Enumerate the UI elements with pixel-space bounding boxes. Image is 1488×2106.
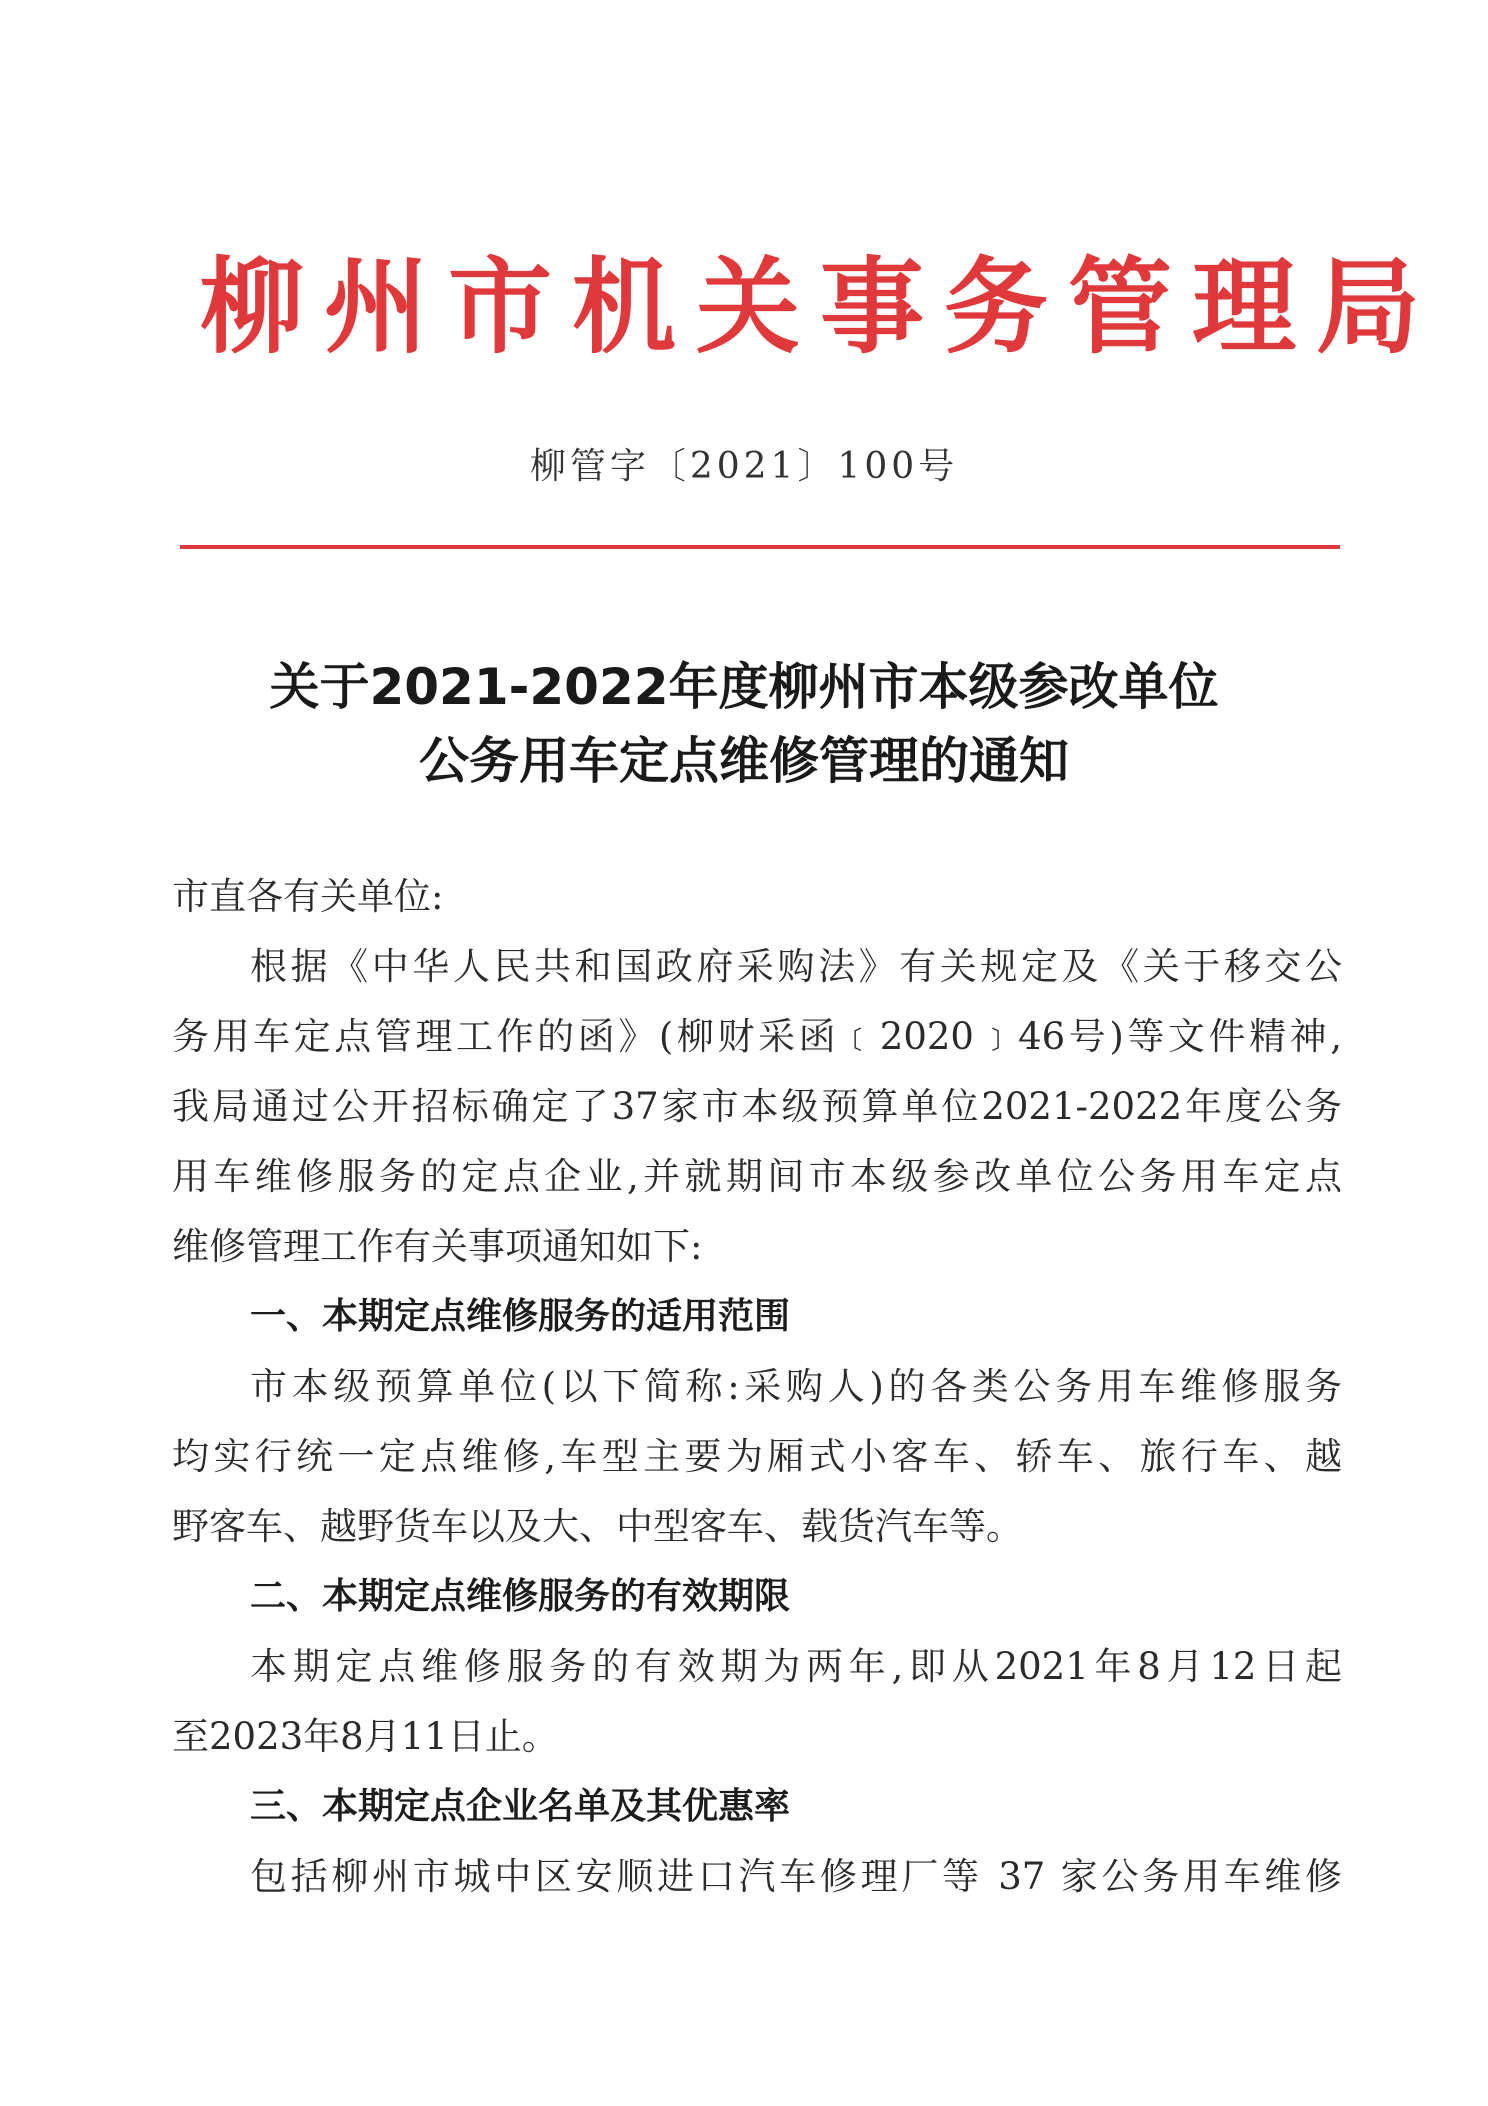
intro-line: 我局通过公开招标确定了37家市本级预算单位2021-2022年度公务 (172, 1085, 1342, 1128)
section-heading-validity: 二、本期定点维修服务的有效期限 (250, 1576, 791, 1617)
document-title-line-2: 公务用车定点维修管理的通知 (419, 732, 1069, 790)
section-line: 均实行统一定点维修,车型主要为厢式小客车、轿车、旅行车、越 (172, 1435, 1342, 1478)
document-title (150, 650, 1338, 798)
salutation: 市直各有关单位: (172, 875, 444, 918)
section-line: 至2023年8月11日止。 (172, 1715, 559, 1758)
section-heading-scope: 一、本期定点维修服务的适用范围 (250, 1296, 791, 1337)
red-divider-line (180, 545, 1340, 549)
intro-line: 维修管理工作有关事项通知如下: (172, 1225, 703, 1268)
section-heading-companies: 三、本期定点企业名单及其优惠率 (250, 1786, 791, 1827)
intro-line: 用车维修服务的定点企业,并就期间市本级参改单位公务用车定点 (172, 1155, 1342, 1198)
document-number: 柳管字〔2021〕100号 (529, 446, 959, 487)
intro-line: 根据《中华人民共和国政府采购法》有关规定及《关于移交公 (250, 945, 1342, 988)
agency-header-title: 柳州市机关事务管理局 (200, 245, 1441, 368)
section-line: 包括柳州市城中区安顺进口汽车修理厂等 37 家公务用车维修 (250, 1855, 1342, 1898)
section-line: 市本级预算单位(以下简称:采购人)的各类公务用车维修服务 (250, 1365, 1342, 1408)
section-line: 野客车、越野货车以及大、中型客车、载货汽车等。 (172, 1505, 1023, 1548)
intro-line: 务用车定点管理工作的函》(柳财采函﹝2020﹞46号)等文件精神, (172, 1015, 1342, 1058)
document-body (172, 862, 1342, 1912)
section-line: 本期定点维修服务的有效期为两年,即从2021年8月12日起 (250, 1645, 1342, 1688)
document-title-line-1: 关于2021-2022年度柳州市本级参改单位 (269, 658, 1219, 716)
